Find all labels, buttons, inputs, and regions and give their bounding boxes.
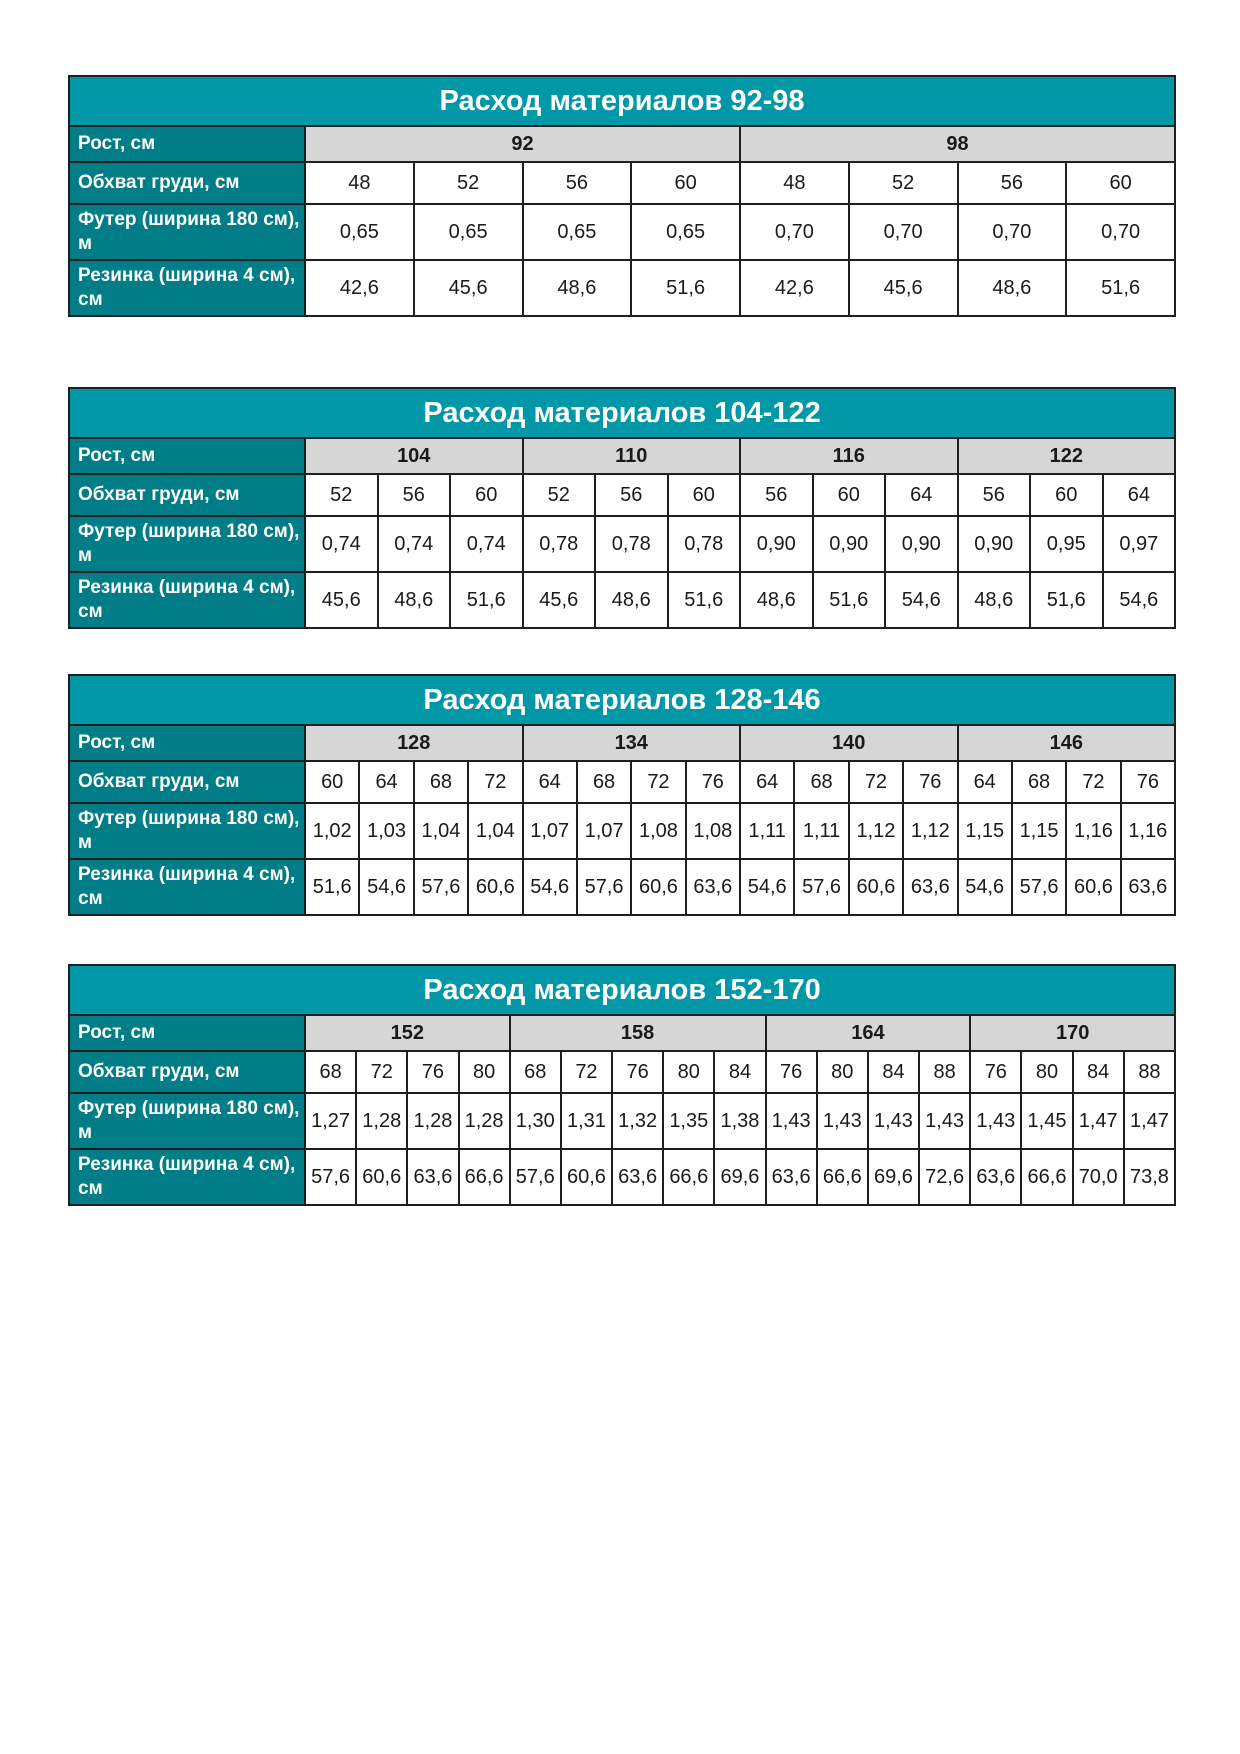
chest-row [69,1051,1175,1093]
chest-cell: 64 [958,761,1012,803]
chest-cell: 64 [523,761,577,803]
height-value: 110 [523,438,741,474]
rezinka-cell: 48,6 [958,260,1067,316]
height-value: 158 [510,1015,766,1051]
chest-cell: 60 [813,474,886,516]
futer-cell: 0,78 [595,516,668,572]
height-label: Рост, см [69,725,305,761]
rezinka-cell: 69,6 [868,1149,919,1205]
chest-cell: 64 [740,761,794,803]
chest-cell: 80 [1021,1051,1072,1093]
chest-cell: 56 [378,474,451,516]
futer-cell: 0,74 [378,516,451,572]
chest-cell: 68 [794,761,848,803]
chest-label: Обхват груди, см [69,1051,305,1093]
rezinka-cell: 60,6 [468,859,522,915]
futer-cell: 0,70 [849,204,958,260]
height-value: 140 [740,725,958,761]
rezinka-cell: 54,6 [359,859,413,915]
rezinka-cell: 63,6 [970,1149,1021,1205]
height-value: 92 [305,126,740,162]
rezinka-cell: 60,6 [631,859,685,915]
futer-cell: 0,78 [668,516,741,572]
futer-cell: 1,31 [561,1093,612,1149]
chest-cell: 68 [414,761,468,803]
futer-cell: 0,65 [305,204,414,260]
chest-cell: 76 [612,1051,663,1093]
rezinka-cell: 66,6 [663,1149,714,1205]
chest-cell: 84 [714,1051,765,1093]
height-row [69,126,1175,162]
futer-cell: 1,04 [468,803,522,859]
rezinka-cell: 45,6 [305,572,378,628]
chest-cell: 84 [868,1051,919,1093]
futer-cell: 1,15 [958,803,1012,859]
futer-cell: 1,16 [1121,803,1175,859]
futer-cell: 1,07 [577,803,631,859]
rezinka-cell: 63,6 [612,1149,663,1205]
rezinka-cell: 42,6 [740,260,849,316]
futer-cell: 1,16 [1066,803,1120,859]
rezinka-cell: 60,6 [849,859,903,915]
chest-cell: 64 [359,761,413,803]
futer-cell: 1,15 [1012,803,1066,859]
futer-cell: 1,28 [356,1093,407,1149]
chest-cell: 52 [523,474,596,516]
rezinka-cell: 57,6 [794,859,848,915]
materials-table [68,964,1176,1206]
futer-cell: 0,90 [885,516,958,572]
futer-cell: 1,47 [1073,1093,1124,1149]
rezinka-cell: 45,6 [849,260,958,316]
rezinka-cell: 73,8 [1124,1149,1175,1205]
chest-cell: 68 [577,761,631,803]
height-value: 152 [305,1015,510,1051]
chest-cell: 80 [817,1051,868,1093]
chest-cell: 68 [305,1051,356,1093]
rezinka-cell: 57,6 [1012,859,1066,915]
futer-cell: 1,43 [868,1093,919,1149]
table-title: Расход материалов 128-146 [69,675,1175,725]
futer-cell: 1,12 [849,803,903,859]
futer-label: Футер (ширина 180 см), м [69,204,305,260]
futer-cell: 0,70 [1066,204,1175,260]
chest-label: Обхват груди, см [69,761,305,803]
futer-label: Футер (ширина 180 см), м [69,803,305,859]
chest-label: Обхват груди, см [69,474,305,516]
chest-cell: 80 [459,1051,510,1093]
chest-cell: 76 [1121,761,1175,803]
rezinka-cell: 69,6 [714,1149,765,1205]
rezinka-row [69,1149,1175,1205]
chest-cell: 60 [668,474,741,516]
chest-cell: 56 [958,162,1067,204]
rezinka-cell: 51,6 [450,572,523,628]
chest-cell: 76 [766,1051,817,1093]
futer-label: Футер (ширина 180 см), м [69,516,305,572]
chest-cell: 76 [686,761,740,803]
futer-cell: 0,70 [958,204,1067,260]
rezinka-label: Резинка (ширина 4 см), см [69,260,305,316]
rezinka-cell: 48,6 [523,260,632,316]
chest-cell: 48 [305,162,414,204]
futer-cell: 1,43 [970,1093,1021,1149]
futer-cell: 1,28 [407,1093,458,1149]
materials-table [68,674,1176,916]
chest-cell: 76 [970,1051,1021,1093]
futer-cell: 0,97 [1103,516,1176,572]
height-value: 98 [740,126,1175,162]
rezinka-cell: 66,6 [459,1149,510,1205]
chest-cell: 76 [903,761,957,803]
table-title-row [69,76,1175,126]
table-title: Расход материалов 152-170 [69,965,1175,1015]
height-value: 104 [305,438,523,474]
rezinka-cell: 70,0 [1073,1149,1124,1205]
rezinka-cell: 57,6 [305,1149,356,1205]
futer-cell: 1,12 [903,803,957,859]
futer-cell: 1,47 [1124,1093,1175,1149]
materials-table-152-170 [68,964,1174,1206]
futer-cell: 1,11 [794,803,848,859]
futer-cell: 1,45 [1021,1093,1072,1149]
futer-cell: 0,65 [523,204,632,260]
chest-cell: 72 [468,761,522,803]
chest-cell: 72 [1066,761,1120,803]
materials-table-92-98 [68,75,1174,317]
chest-cell: 88 [1124,1051,1175,1093]
futer-cell: 1,32 [612,1093,663,1149]
materials-table-128-146 [68,674,1174,916]
chest-cell: 56 [740,474,813,516]
futer-cell: 0,65 [414,204,523,260]
rezinka-cell: 51,6 [631,260,740,316]
futer-cell: 1,02 [305,803,359,859]
rezinka-cell: 48,6 [378,572,451,628]
rezinka-cell: 51,6 [813,572,886,628]
rezinka-label: Резинка (ширина 4 см), см [69,1149,305,1205]
futer-cell: 1,35 [663,1093,714,1149]
futer-cell: 1,04 [414,803,468,859]
chest-cell: 56 [958,474,1031,516]
chest-cell: 60 [1030,474,1103,516]
chest-cell: 60 [631,162,740,204]
chest-cell: 52 [305,474,378,516]
rezinka-cell: 57,6 [414,859,468,915]
futer-cell: 1,43 [766,1093,817,1149]
chest-cell: 60 [1066,162,1175,204]
chest-cell: 68 [1012,761,1066,803]
chest-cell: 72 [631,761,685,803]
chest-cell: 80 [663,1051,714,1093]
rezinka-cell: 51,6 [1030,572,1103,628]
futer-cell: 0,90 [813,516,886,572]
futer-cell: 1,08 [686,803,740,859]
rezinka-cell: 57,6 [577,859,631,915]
chest-cell: 64 [885,474,958,516]
materials-table [68,75,1176,317]
futer-row [69,204,1175,260]
chest-cell: 72 [356,1051,407,1093]
futer-cell: 1,03 [359,803,413,859]
height-label: Рост, см [69,1015,305,1051]
rezinka-cell: 66,6 [817,1149,868,1205]
rezinka-cell: 63,6 [903,859,957,915]
chest-cell: 52 [414,162,523,204]
table-title-row [69,388,1175,438]
futer-cell: 0,74 [450,516,523,572]
rezinka-row [69,859,1175,915]
chest-cell: 72 [561,1051,612,1093]
futer-cell: 1,07 [523,803,577,859]
futer-cell: 0,70 [740,204,849,260]
futer-row [69,516,1175,572]
rezinka-cell: 54,6 [740,859,794,915]
futer-cell: 1,27 [305,1093,356,1149]
rezinka-cell: 48,6 [740,572,813,628]
rezinka-cell: 63,6 [766,1149,817,1205]
chest-row [69,761,1175,803]
height-value: 122 [958,438,1176,474]
chest-label: Обхват груди, см [69,162,305,204]
futer-cell: 0,90 [740,516,813,572]
rezinka-cell: 42,6 [305,260,414,316]
rezinka-cell: 72,6 [919,1149,970,1205]
rezinka-cell: 63,6 [407,1149,458,1205]
rezinka-label: Резинка (ширина 4 см), см [69,572,305,628]
rezinka-cell: 51,6 [1066,260,1175,316]
chest-cell: 72 [849,761,903,803]
chest-cell: 56 [523,162,632,204]
rezinka-cell: 45,6 [523,572,596,628]
table-title-row [69,965,1175,1015]
rezinka-cell: 63,6 [686,859,740,915]
futer-cell: 1,43 [919,1093,970,1149]
futer-cell: 1,11 [740,803,794,859]
height-label: Рост, см [69,438,305,474]
rezinka-cell: 45,6 [414,260,523,316]
rezinka-cell: 54,6 [523,859,577,915]
rezinka-cell: 60,6 [1066,859,1120,915]
futer-cell: 1,43 [817,1093,868,1149]
table-title-row [69,675,1175,725]
futer-row [69,803,1175,859]
futer-cell: 1,28 [459,1093,510,1149]
chest-cell: 60 [450,474,523,516]
rezinka-cell: 60,6 [561,1149,612,1205]
rezinka-cell: 63,6 [1121,859,1175,915]
chest-cell: 76 [407,1051,458,1093]
height-label: Рост, см [69,126,305,162]
materials-table [68,387,1176,629]
chest-cell: 52 [849,162,958,204]
rezinka-cell: 54,6 [1103,572,1176,628]
rezinka-cell: 51,6 [305,859,359,915]
rezinka-cell: 48,6 [595,572,668,628]
rezinka-cell: 57,6 [510,1149,561,1205]
height-value: 146 [958,725,1176,761]
futer-cell: 0,90 [958,516,1031,572]
rezinka-label: Резинка (ширина 4 см), см [69,859,305,915]
height-row [69,438,1175,474]
height-value: 134 [523,725,741,761]
table-title: Расход материалов 92-98 [69,76,1175,126]
futer-cell: 0,78 [523,516,596,572]
rezinka-row [69,260,1175,316]
rezinka-cell: 66,6 [1021,1149,1072,1205]
futer-cell: 1,38 [714,1093,765,1149]
chest-cell: 88 [919,1051,970,1093]
height-row [69,725,1175,761]
height-value: 116 [740,438,958,474]
futer-cell: 0,74 [305,516,378,572]
materials-table-104-122 [68,387,1174,629]
rezinka-cell: 51,6 [668,572,741,628]
height-value: 128 [305,725,523,761]
futer-row [69,1093,1175,1149]
rezinka-row [69,572,1175,628]
chest-cell: 48 [740,162,849,204]
rezinka-cell: 60,6 [356,1149,407,1205]
chest-row [69,162,1175,204]
chest-cell: 64 [1103,474,1176,516]
futer-cell: 1,08 [631,803,685,859]
futer-label: Футер (ширина 180 см), м [69,1093,305,1149]
rezinka-cell: 48,6 [958,572,1031,628]
rezinka-cell: 54,6 [885,572,958,628]
chest-cell: 68 [510,1051,561,1093]
futer-cell: 1,30 [510,1093,561,1149]
chest-cell: 60 [305,761,359,803]
futer-cell: 0,65 [631,204,740,260]
chest-row [69,474,1175,516]
futer-cell: 0,95 [1030,516,1103,572]
rezinka-cell: 54,6 [958,859,1012,915]
chest-cell: 84 [1073,1051,1124,1093]
table-title: Расход материалов 104-122 [69,388,1175,438]
height-value: 164 [766,1015,971,1051]
height-row [69,1015,1175,1051]
chest-cell: 56 [595,474,668,516]
height-value: 170 [970,1015,1175,1051]
